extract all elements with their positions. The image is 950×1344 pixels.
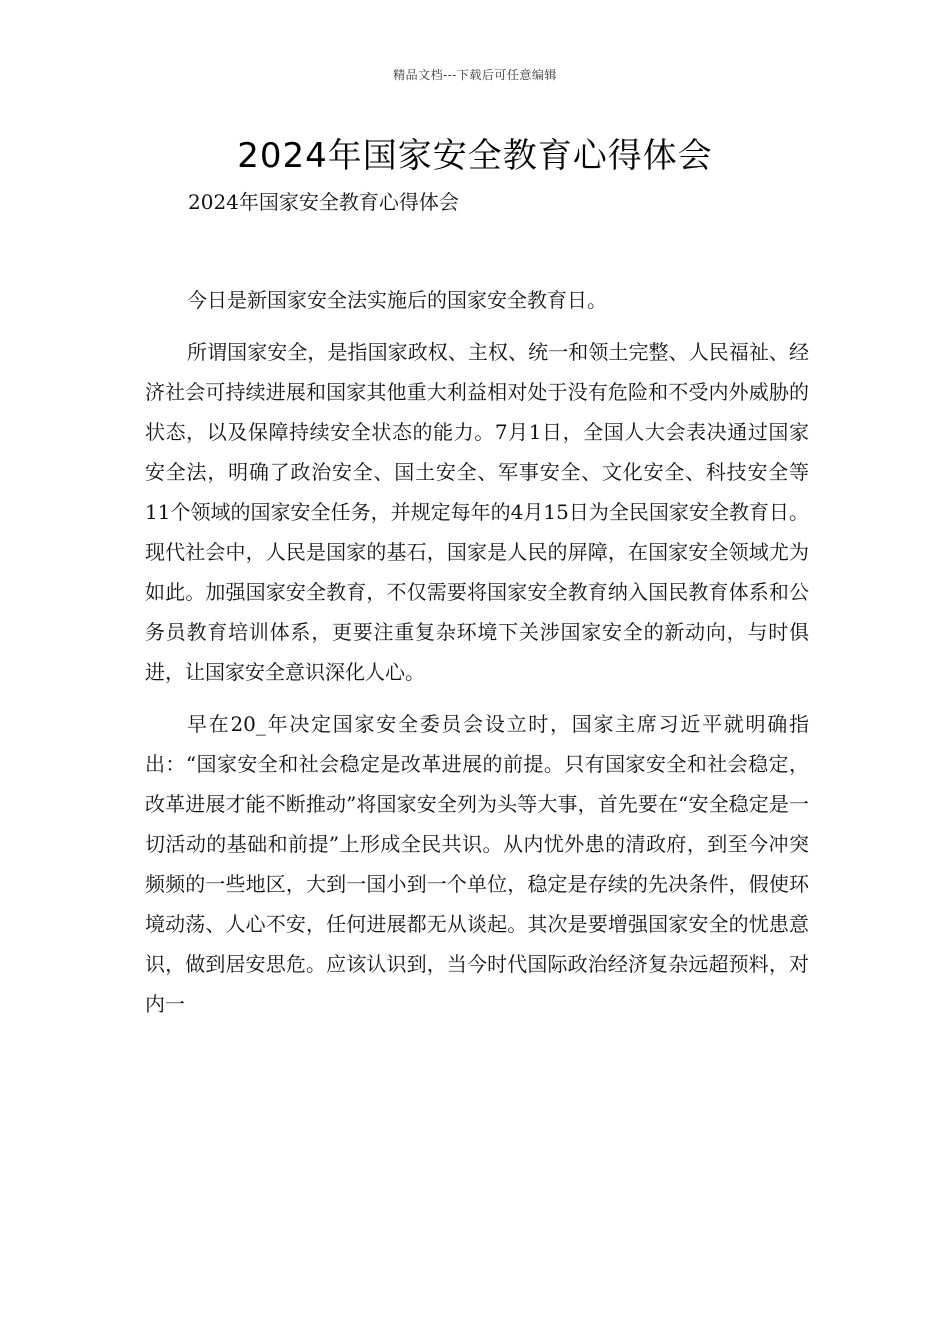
header-note: 精品文档---下载后可任意编辑 [393,68,557,82]
document-subtitle: 2024年国家安全教育心得体会 [188,190,459,214]
document-title: 2024年国家安全教育心得体会 [237,136,713,176]
paragraph: 所谓国家安全，是指国家政权、主权、统一和领土完整、人民福祉、经济社会可持续进展和国家其他重大利益相对处于没有危险和不受内外威胁的状态，以及保障持续安全状态的能力。7月1日，全国人大会表决通过国家安全法，明确了政治安全、国土安全、军事安全、文化安全、科技安全等11个领域的国家安全任务，并规定每年的4月15日为全民国家安全教育日。现代社会中，人民是国家的基石，国家是人民的屏障，在国家安全领域尤为如此。加强国家安全教育，不仅需要将国家安全教育纳入国民教育体系和公务员教育培训体系，更要注重复杂环境下关涉国家安全的新动向，与时俱进，让国家安全意识深化人心。 [145,340,809,684]
document-body [145,280,809,1036]
paragraph: 早在20_年决定国家安全委员会设立时，国家主席习近平就明确指出：“国家安全和社会稳定是改革进展的前提。只有国家安全和社会稳定，改革进展才能不断推动”将国家安全列为头等大事，首先要在“安全稳定是一切活动的基础和前提”上形成全民共识。从内忧外患的清政府，到至今冲突频频的一些地区，大到一国小到一个单位，稳定是存续的先决条件，假使环境动荡、人心不安，任何进展都无从谈起。其次是要增强国家安全的忧患意识，做到居安思危。应该认识到，当今时代国际政治经济复杂远超预料，对内一 [145,712,809,1016]
paragraph: 今日是新国家安全法实施后的国家安全教育日。 [187,288,607,312]
